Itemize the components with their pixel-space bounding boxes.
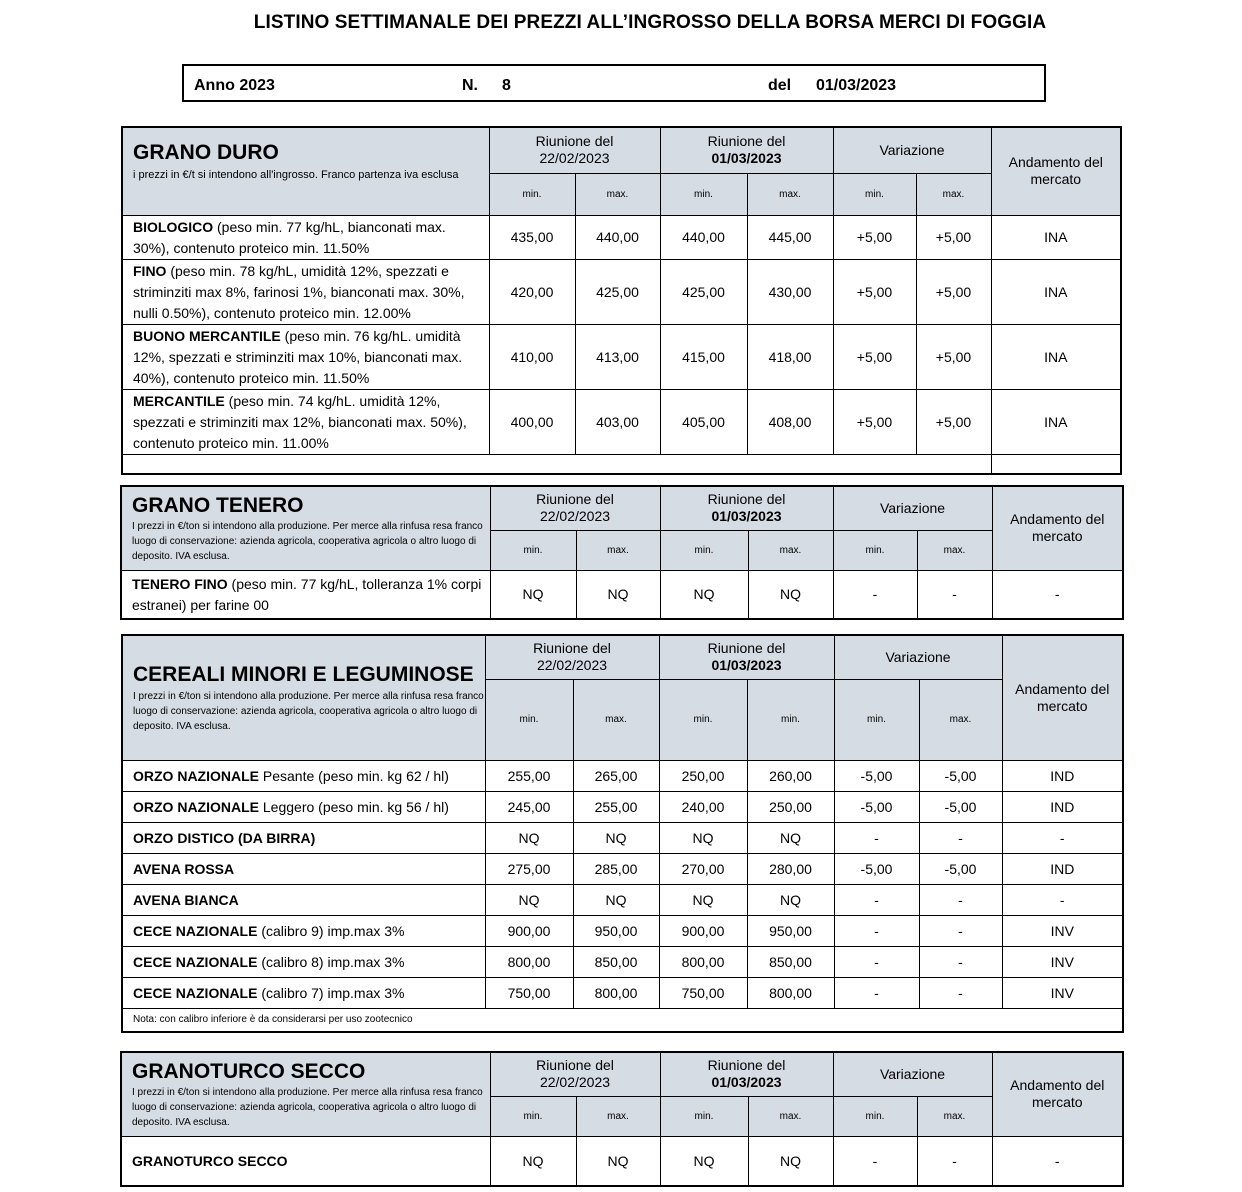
price-curr-min: NQ xyxy=(659,822,747,853)
product-description xyxy=(122,977,485,1008)
price-curr-min: 240,00 xyxy=(659,791,747,822)
table-row xyxy=(122,884,1123,915)
price-curr-min: NQ xyxy=(660,570,748,619)
table-row xyxy=(121,570,1123,619)
price-curr-min: 270,00 xyxy=(659,853,747,884)
section-title-cell xyxy=(121,1052,490,1136)
product-description xyxy=(122,389,489,454)
price-rows xyxy=(122,760,1123,1008)
product-name: AVENA ROSSA xyxy=(133,860,235,877)
product-name: AVENA BIANCA xyxy=(133,891,239,908)
price-prev-max: 950,00 xyxy=(573,915,659,946)
price-prev-min: 750,00 xyxy=(485,977,573,1008)
subheader-min: min. xyxy=(660,530,748,570)
price-curr-max: 418,00 xyxy=(747,324,833,389)
product-description xyxy=(122,946,485,977)
product-name: BUONO MERCANTILE xyxy=(133,327,281,344)
price-curr-min: 250,00 xyxy=(659,760,747,791)
variation-max: - xyxy=(919,915,1002,946)
variation-max: +5,00 xyxy=(916,215,991,259)
price-prev-max: 403,00 xyxy=(575,389,660,454)
price-prev-min: 410,00 xyxy=(489,324,575,389)
section-title: GRANO TENERO xyxy=(132,494,304,517)
subheader-min: min. xyxy=(833,530,917,570)
market-trend: - xyxy=(992,1136,1123,1186)
variation-max: - xyxy=(917,570,992,619)
document-title: LISTINO SETTIMANALE DEI PREZZI ALL’INGROSSO DELLA BORSA MERCI DI FOGGIA xyxy=(253,12,1047,33)
price-curr-max: 800,00 xyxy=(747,977,834,1008)
table-row xyxy=(122,853,1123,884)
section-title: GRANOTURCO SECCO xyxy=(132,1060,366,1083)
price-prev-max: NQ xyxy=(576,570,660,619)
del-label: del xyxy=(768,77,792,94)
market-trend: INV xyxy=(1002,977,1123,1008)
subheader-min: min. xyxy=(489,173,575,215)
price-prev-max: 265,00 xyxy=(573,760,659,791)
table-row xyxy=(122,822,1123,853)
issue-info-box xyxy=(182,64,1046,102)
header-riunione-prev: Riunione del 22/02/2023 xyxy=(490,1052,660,1096)
header-andamento: Andamento del mercato xyxy=(991,127,1121,215)
subheader-max: max. xyxy=(917,1096,992,1136)
price-curr-min: 440,00 xyxy=(660,215,747,259)
header-andamento: Andamento del mercato xyxy=(992,1052,1123,1136)
subheader-min: min. xyxy=(485,679,573,760)
subheader-max: max. xyxy=(575,173,660,215)
subheader-min: min. xyxy=(659,679,747,760)
market-trend: INA xyxy=(991,259,1121,324)
variation-min: - xyxy=(834,822,919,853)
section-title: GRANO DURO xyxy=(133,141,279,164)
price-prev-min: NQ xyxy=(490,1136,576,1186)
variation-max: +5,00 xyxy=(916,389,991,454)
header-variazione: Variazione xyxy=(834,635,1002,679)
section-title-cell xyxy=(122,635,485,760)
subheader-min: min. xyxy=(490,530,576,570)
price-curr-max: 950,00 xyxy=(747,915,834,946)
section-note: I prezzi in €/ton si intendono alla produzione. Per merce alla rinfusa resa franco luogo di conservazione: azienda agricola, cooperativa agricola o altro luogo di deposito. IVA esclusa. xyxy=(132,1087,483,1128)
price-curr-min: 415,00 xyxy=(660,324,747,389)
product-name: MERCANTILE xyxy=(133,392,225,409)
price-curr-min: 405,00 xyxy=(660,389,747,454)
price-rows xyxy=(121,570,1123,619)
price-prev-max: 255,00 xyxy=(573,791,659,822)
section-cereali-minori xyxy=(121,634,1124,1033)
subheader-min: min. xyxy=(834,679,919,760)
section-note: i prezzi in €/t si intendono all'ingrosso. Franco partenza iva esclusa xyxy=(133,169,459,181)
variation-min: - xyxy=(834,977,919,1008)
product-description xyxy=(122,822,485,853)
subheader-max: max. xyxy=(748,1096,833,1136)
market-trend: INA xyxy=(991,215,1121,259)
price-prev-max: 285,00 xyxy=(573,853,659,884)
section-title-cell xyxy=(121,486,490,570)
price-prev-min: 255,00 xyxy=(485,760,573,791)
variation-max: -5,00 xyxy=(919,791,1002,822)
product-description xyxy=(121,570,490,619)
table-row xyxy=(122,791,1123,822)
product-name: TENERO FINO xyxy=(132,575,228,592)
variation-min: +5,00 xyxy=(833,215,916,259)
table-row xyxy=(122,215,1121,259)
price-curr-max: 260,00 xyxy=(747,760,834,791)
price-curr-max: 280,00 xyxy=(747,853,834,884)
product-description xyxy=(121,1136,490,1186)
price-prev-min: 420,00 xyxy=(489,259,575,324)
variation-min: +5,00 xyxy=(833,324,916,389)
variation-min: - xyxy=(833,1136,917,1186)
section-title-cell xyxy=(122,127,489,215)
table-row xyxy=(122,760,1123,791)
footnote: Nota: con calibro inferiore è da considerarsi per uso zootecnico xyxy=(122,1008,1123,1032)
price-prev-max: 800,00 xyxy=(573,977,659,1008)
product-spec: Leggero (peso min. kg 56 / hl) xyxy=(259,798,449,815)
product-name: CECE NAZIONALE xyxy=(133,984,258,1001)
market-trend: IND xyxy=(1002,853,1123,884)
product-name: ORZO NAZIONALE xyxy=(133,767,259,784)
market-trend: - xyxy=(992,570,1123,619)
subheader-min: min. xyxy=(833,173,916,215)
subheader-max: max. xyxy=(748,530,833,570)
market-trend: INV xyxy=(1002,946,1123,977)
product-description xyxy=(122,791,485,822)
price-prev-max: 413,00 xyxy=(575,324,660,389)
variation-max: - xyxy=(919,977,1002,1008)
numero-value: 8 xyxy=(502,77,511,94)
variation-min: +5,00 xyxy=(833,389,916,454)
variation-max: - xyxy=(919,946,1002,977)
variation-max: -5,00 xyxy=(919,760,1002,791)
empty-row xyxy=(122,454,991,474)
header-riunione-curr: Riunione del 01/03/2023 xyxy=(660,1052,833,1096)
price-prev-max: NQ xyxy=(576,1136,660,1186)
subheader-max: max. xyxy=(747,173,833,215)
price-curr-min: NQ xyxy=(659,884,747,915)
product-spec: (calibro 9) imp.max 3% xyxy=(257,922,405,939)
variation-min: - xyxy=(834,946,919,977)
variation-max: - xyxy=(917,1136,992,1186)
product-name: ORZO NAZIONALE xyxy=(133,798,259,815)
product-spec: (peso min. 76 kg/hL. umidità 12%, spezzati e striminziti max 10%, bianconati max. 40%), contenuto proteico min. 11.50% xyxy=(133,327,463,386)
issue-date: 01/03/2023 xyxy=(816,77,897,94)
variation-max: - xyxy=(919,822,1002,853)
product-name: ORZO DISTICO (DA BIRRA) xyxy=(133,829,316,846)
product-description xyxy=(122,760,485,791)
price-curr-max: 250,00 xyxy=(747,791,834,822)
table-row xyxy=(122,977,1123,1008)
price-prev-max: NQ xyxy=(573,884,659,915)
header-riunione-prev: Riunione del 22/02/2023 xyxy=(485,635,659,679)
subheader-max: max. xyxy=(576,530,660,570)
variation-min: -5,00 xyxy=(834,791,919,822)
price-prev-min: NQ xyxy=(490,570,576,619)
price-prev-min: 245,00 xyxy=(485,791,573,822)
price-prev-max: NQ xyxy=(573,822,659,853)
subheader-max: max. xyxy=(573,679,659,760)
price-curr-min: 800,00 xyxy=(659,946,747,977)
variation-max: - xyxy=(919,884,1002,915)
header-riunione-curr: Riunione del 01/03/2023 xyxy=(660,486,833,530)
section-grano-duro xyxy=(121,126,1122,475)
product-description xyxy=(122,915,485,946)
price-prev-min: 435,00 xyxy=(489,215,575,259)
product-description xyxy=(122,853,485,884)
header-riunione-prev: Riunione del 22/02/2023 xyxy=(490,486,660,530)
table-row xyxy=(122,324,1121,389)
variation-min: -5,00 xyxy=(834,853,919,884)
section-note: I prezzi in €/ton si intendono alla produzione. Per merce alla rinfusa resa franco luogo di conservazione: azienda agricola, cooperativa agricola o altro luogo di deposito. IVA esclusa. xyxy=(132,521,483,562)
subheader-max: max. xyxy=(919,679,1002,760)
subheader-min: min. xyxy=(660,1096,748,1136)
subheader-min: min. xyxy=(660,173,747,215)
product-name: BIOLOGICO xyxy=(133,218,214,235)
price-curr-min: 900,00 xyxy=(659,915,747,946)
price-prev-min: NQ xyxy=(485,884,573,915)
subheader-max: max. xyxy=(916,173,991,215)
table-row xyxy=(122,259,1121,324)
price-prev-min: 400,00 xyxy=(489,389,575,454)
section-title: CEREALI MINORI E LEGUMINOSE xyxy=(133,663,474,686)
market-trend: - xyxy=(1002,822,1123,853)
header-riunione-curr: Riunione del 01/03/2023 xyxy=(660,127,833,173)
market-trend: INA xyxy=(991,389,1121,454)
anno-label: Anno 2023 xyxy=(194,77,275,94)
price-prev-min: 275,00 xyxy=(485,853,573,884)
variation-min: - xyxy=(833,570,917,619)
product-name: CECE NAZIONALE xyxy=(133,953,258,970)
table-row xyxy=(122,389,1121,454)
header-andamento: Andamento del mercato xyxy=(1002,635,1123,760)
variation-max: -5,00 xyxy=(919,853,1002,884)
market-trend: - xyxy=(1002,884,1123,915)
subheader-min: min. xyxy=(747,679,834,760)
variation-min: -5,00 xyxy=(834,760,919,791)
price-prev-max: 850,00 xyxy=(573,946,659,977)
header-variazione: Variazione xyxy=(833,127,991,173)
price-curr-max: 445,00 xyxy=(747,215,833,259)
section-note: I prezzi in €/ton si intendono alla produzione. Per merce alla rinfusa resa franco luogo di conservazione: azienda agricola, cooperativa agricola o altro luogo di deposito. IVA esclusa. xyxy=(133,691,484,732)
price-prev-min: NQ xyxy=(485,822,573,853)
price-curr-max: 430,00 xyxy=(747,259,833,324)
product-spec: (peso min. 77 kg/hL, bianconati max. 30%), contenuto proteico min. 11.50% xyxy=(133,218,446,256)
product-name: GRANOTURCO SECCO xyxy=(132,1152,288,1169)
subheader-min: min. xyxy=(490,1096,576,1136)
subheader-max: max. xyxy=(576,1096,660,1136)
product-spec: (calibro 8) imp.max 3% xyxy=(257,953,405,970)
header-andamento: Andamento del mercato xyxy=(992,486,1123,570)
product-spec: (peso min. 74 kg/hL. umidità 12%, spezzati e striminziti max 12%, bianconati max. 50%), contenuto proteico min. 11.00% xyxy=(133,392,467,451)
price-rows xyxy=(121,1136,1123,1186)
subheader-max: max. xyxy=(917,530,992,570)
price-prev-max: 425,00 xyxy=(575,259,660,324)
section-granoturco-secco xyxy=(120,1051,1124,1187)
product-name: CECE NAZIONALE xyxy=(133,922,258,939)
table-row xyxy=(122,915,1123,946)
variation-max: +5,00 xyxy=(916,259,991,324)
product-name: FINO xyxy=(133,262,167,279)
market-trend: INV xyxy=(1002,915,1123,946)
section-grano-tenero xyxy=(120,485,1124,620)
price-prev-min: 800,00 xyxy=(485,946,573,977)
price-curr-max: 850,00 xyxy=(747,946,834,977)
product-description xyxy=(122,259,489,324)
header-riunione-curr: Riunione del 01/03/2023 xyxy=(659,635,834,679)
header-variazione: Variazione xyxy=(833,486,992,530)
price-curr-max: NQ xyxy=(748,570,833,619)
price-curr-min: 750,00 xyxy=(659,977,747,1008)
product-description xyxy=(122,884,485,915)
product-spec: (peso min. 78 kg/hL, umidità 12%, spezzati e striminziti max 8%, farinosi 1%, bianconati max. 30%, nulli 0.50%), contenuto proteico min. 12.00% xyxy=(133,262,465,321)
header-variazione: Variazione xyxy=(833,1052,992,1096)
table-row xyxy=(121,1136,1123,1186)
product-spec: (peso min. 77 kg/hL, tolleranza 1% corpi estranei) per farine 00 xyxy=(132,575,482,613)
variation-min: +5,00 xyxy=(833,259,916,324)
price-rows xyxy=(122,215,1121,454)
market-trend: IND xyxy=(1002,791,1123,822)
empty-cell xyxy=(991,454,1121,474)
table-row xyxy=(122,946,1123,977)
price-curr-max: NQ xyxy=(748,1136,833,1186)
price-curr-max: NQ xyxy=(747,822,834,853)
price-curr-max: 408,00 xyxy=(747,389,833,454)
header-riunione-prev: Riunione del 22/02/2023 xyxy=(489,127,660,173)
price-curr-min: NQ xyxy=(660,1136,748,1186)
variation-min: - xyxy=(834,884,919,915)
variation-min: - xyxy=(834,915,919,946)
market-trend: IND xyxy=(1002,760,1123,791)
price-curr-min: 425,00 xyxy=(660,259,747,324)
price-prev-min: 900,00 xyxy=(485,915,573,946)
product-description xyxy=(122,324,489,389)
price-curr-max: NQ xyxy=(747,884,834,915)
numero-label: N. xyxy=(462,77,478,94)
subheader-min: min. xyxy=(833,1096,917,1136)
market-trend: INA xyxy=(991,324,1121,389)
product-description xyxy=(122,215,489,259)
product-spec: Pesante (peso min. kg 62 / hl) xyxy=(259,767,449,784)
product-spec: (calibro 7) imp.max 3% xyxy=(257,984,405,1001)
price-prev-max: 440,00 xyxy=(575,215,660,259)
variation-max: +5,00 xyxy=(916,324,991,389)
